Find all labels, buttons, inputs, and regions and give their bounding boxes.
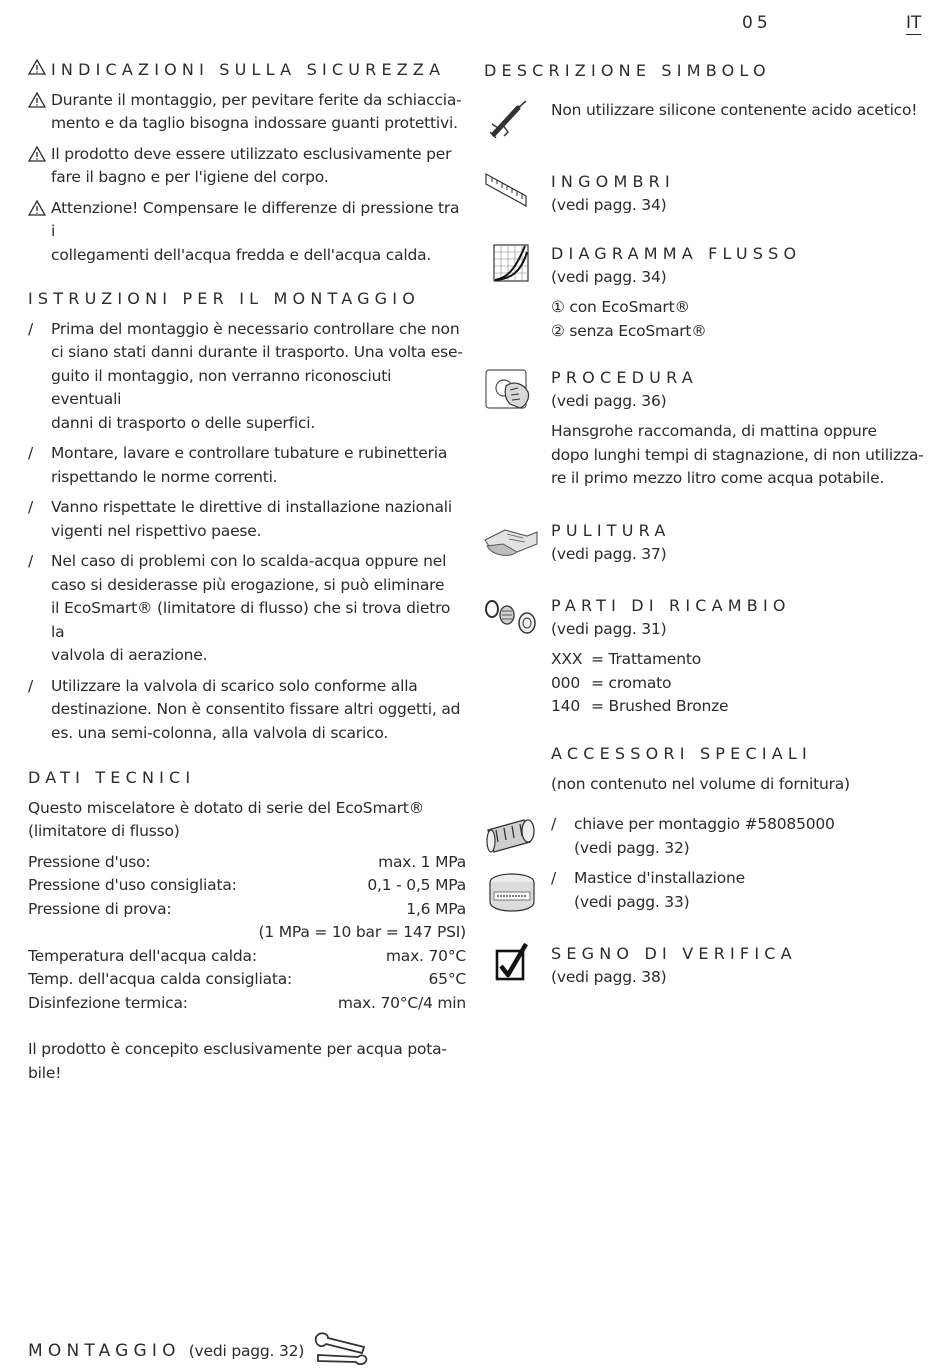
ricambio-block [551, 594, 791, 719]
install-item-line: destinazione. Non è consentito fissare altri oggetti, ad [51, 700, 461, 718]
warning-icon [28, 143, 51, 190]
accessori-block [551, 742, 850, 914]
install-item-line: valvola di aerazione. [51, 646, 208, 664]
install-item [28, 442, 466, 489]
safety-item-line: fare il bagno e per l'igiene del corpo. [51, 168, 329, 186]
checkbox-check-icon [494, 942, 528, 982]
list-bullet: / [28, 552, 34, 570]
pulitura-title: PULITURA [551, 521, 671, 540]
flusso-option: ② senza EcoSmart® [551, 321, 707, 340]
procedura-title: PROCEDURA [551, 368, 698, 387]
procedura-line: dopo lunghi tempi di stagnazione, di non utilizza- [551, 445, 924, 464]
spec-row [28, 898, 466, 922]
spec-row [28, 921, 466, 945]
accessory-line: chiave per montaggio #58085000 [574, 815, 835, 833]
install-item-line: Utilizzare la valvola di scarico solo conforme alla [51, 676, 418, 695]
hand-tap-icon [484, 368, 534, 410]
safety-item-line: mento e da taglio bisogna indossare guanti protettivi. [51, 114, 458, 132]
spec-row [28, 968, 466, 992]
spec-table [28, 851, 466, 1016]
footer [28, 1331, 368, 1372]
spec-row [28, 874, 466, 898]
list-bullet: / [28, 676, 34, 695]
safety-item-line: Attenzione! Compensare le differenze di pressione tra i [51, 198, 460, 240]
spec-label: Pressione d'uso consigliata: [28, 876, 237, 894]
list-bullet: / [551, 815, 557, 833]
spec-value: max. 1 MPa [378, 852, 466, 871]
footer-ref: (vedi pagg. 32) [188, 1341, 305, 1360]
finish-code: 000 [551, 673, 580, 692]
safety-item-line: Il prodotto deve essere utilizzato esclusivamente per [51, 144, 452, 163]
install-item [28, 496, 466, 543]
accessory-item [551, 867, 850, 914]
language-code: IT [906, 13, 922, 33]
finish-code: XXX [551, 650, 583, 668]
potable-note-line: bile! [28, 1063, 62, 1082]
install-item-line: es. una semi-colonna, alla valvola di scarico. [51, 723, 389, 742]
accessory-line: Mastice d'installazione [574, 869, 745, 887]
install-list [28, 318, 466, 746]
list-bullet: / [28, 319, 34, 338]
spec-value: 0,1 - 0,5 MPa [367, 876, 466, 894]
install-heading: ISTRUZIONI PER IL MONTAGGIO [28, 289, 420, 308]
warning-icon [28, 197, 51, 268]
accessori-title: ACCESSORI SPECIALI [551, 744, 812, 763]
install-item-line: Nel caso di problemi con lo scalda-acqua oppure nel [51, 552, 447, 570]
finish-desc: = Trattamento [591, 650, 702, 668]
footer-title: MONTAGGIO [28, 1340, 181, 1361]
spec-label: Disinfezione termica: [28, 993, 188, 1012]
ingombri-ref: (vedi pagg. 34) [551, 195, 667, 214]
accessory-line: (vedi pagg. 32) [574, 838, 690, 857]
spec-value: max. 70°C/4 min [337, 993, 466, 1012]
finish-code-row [551, 672, 791, 696]
page-number: 05 [742, 13, 772, 33]
tech-intro [28, 797, 466, 844]
install-item-line: il EcoSmart® (limitatore di flusso) che si trova dietro la [51, 599, 451, 641]
verifica-title: SEGNO DI VERIFICA [551, 944, 797, 963]
finish-code-row [551, 648, 791, 672]
flow-diagram-icon [493, 244, 529, 282]
safety-item [28, 89, 466, 136]
pulitura-block [551, 519, 671, 566]
sealant-tin-icon [487, 872, 537, 914]
procedura-line: Hansgrohe raccomanda, di mattina oppure [551, 422, 877, 440]
flusso-option: ① con EcoSmart® [551, 298, 690, 316]
symbols-heading: DESCRIZIONE SIMBOLO [484, 61, 771, 80]
pulitura-ref: (vedi pagg. 37) [551, 544, 667, 563]
flusso-title: DIAGRAMMA FLUSSO [551, 244, 802, 263]
safety-list [28, 89, 466, 268]
install-item-line: rispettando le norme correnti. [51, 467, 278, 486]
potable-note [28, 1038, 466, 1085]
spec-label: Pressione d'uso: [28, 852, 151, 871]
silicone-gun-icon [488, 98, 530, 138]
accessory-item [551, 813, 850, 860]
spec-label: Temperatura dell'acqua calda: [28, 946, 257, 965]
ingombri-block [551, 170, 675, 217]
ruler-icon [484, 172, 528, 212]
finish-code-row [551, 695, 791, 719]
install-item [28, 550, 466, 668]
potable-note-line: Il prodotto è concepito esclusivamente per acqua pota- [28, 1040, 447, 1058]
safety-heading-text: INDICAZIONI SULLA SICUREZZA [51, 60, 446, 79]
install-item-line: danni di trasporto o delle superfici. [51, 413, 316, 432]
flusso-block [551, 242, 801, 343]
procedura-ref: (vedi pagg. 36) [551, 391, 667, 410]
mounting-key-icon [484, 812, 542, 856]
spec-value: (1 MPa = 10 bar = 147 PSI) [258, 923, 466, 941]
finish-code-list [551, 648, 791, 719]
spec-row [28, 945, 466, 969]
list-bullet: / [28, 498, 34, 516]
finish-desc: = Brushed Bronze [591, 697, 729, 715]
procedura-block [551, 366, 924, 491]
install-item-line: Vanno rispettate le direttive di installazione nazionali [51, 498, 453, 516]
ricambio-title: PARTI DI RICAMBIO [551, 596, 791, 615]
silicone-warning: Non utilizzare silicone contenente acido acetico! [551, 101, 918, 119]
ricambio-ref: (vedi pagg. 31) [551, 619, 667, 638]
spec-row [28, 992, 466, 1016]
warning-icon [28, 89, 51, 136]
accessory-line: (vedi pagg. 33) [574, 892, 690, 911]
install-item-line: vigenti nel rispettivo paese. [51, 521, 262, 540]
tech-heading: DATI TECNICI [28, 768, 196, 787]
list-bullet: / [551, 869, 557, 887]
spec-label: Pressione di prova: [28, 899, 172, 918]
install-item [28, 318, 466, 436]
spec-value: 65°C [428, 970, 466, 988]
install-item-line: guito il montaggio, non verranno riconosciuti eventuali [51, 366, 392, 408]
safety-item [28, 197, 466, 268]
safety-item-line: collegamenti dell'acqua fredda e dell'acqua calda. [51, 245, 432, 264]
spec-value: max. 70°C [385, 946, 466, 965]
flusso-ref: (vedi pagg. 34) [551, 267, 667, 286]
install-item-line: ci siano stati danni durante il trasporto. Una volta ese- [51, 343, 463, 361]
install-item-line: Montare, lavare e controllare tubature e rubinetteria [51, 444, 448, 462]
accessori-note: (non contenuto nel volume di fornitura) [551, 774, 850, 793]
install-item-line: Prima del montaggio è necessario controllare che non [51, 319, 460, 338]
safety-item [28, 143, 466, 190]
install-item [28, 675, 466, 746]
cleaning-hand-icon [483, 522, 539, 558]
spec-label: Temp. dell'acqua calda consigliata: [28, 970, 293, 988]
tech-intro-line: (limitatore di flusso) [28, 822, 180, 840]
spare-parts-icon [483, 597, 541, 635]
safety-heading [28, 58, 466, 82]
wrench-icon [312, 1331, 368, 1372]
install-item-line: caso si desiderasse più erogazione, si può eliminare [51, 575, 445, 594]
verifica-ref: (vedi pagg. 38) [551, 967, 667, 986]
list-bullet: / [28, 444, 34, 462]
safety-item-line: Durante il montaggio, per pevitare ferite da schiaccia- [51, 90, 462, 109]
procedura-line: re il primo mezzo litro come acqua potabile. [551, 469, 885, 487]
verifica-block [551, 942, 797, 989]
procedura-text [551, 420, 924, 491]
tech-intro-line: Questo miscelatore è dotato di serie del EcoSmart® [28, 798, 424, 817]
left-column [28, 58, 466, 1085]
finish-desc: = cromato [591, 673, 672, 692]
ingombri-title: INGOMBRI [551, 172, 675, 191]
spec-row [28, 851, 466, 875]
spec-value: 1,6 MPa [406, 899, 466, 918]
finish-code: 140 [551, 697, 580, 715]
warning-icon [28, 58, 51, 82]
